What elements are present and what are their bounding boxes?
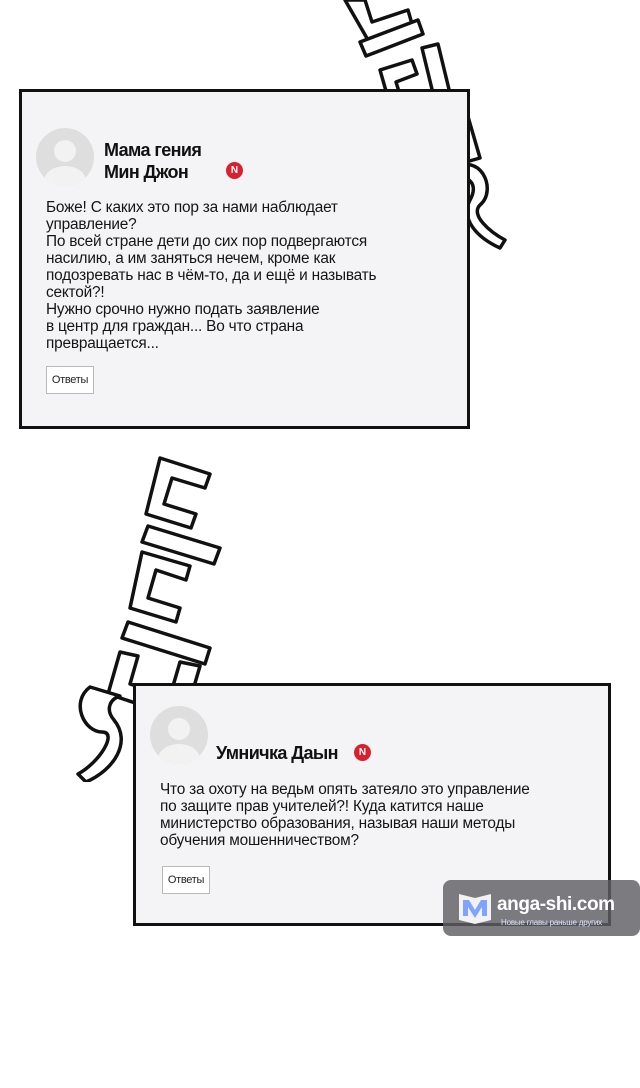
comment-text: Что за охоту на ведьм опять затеяло это управление по защите прав учителей?! Куда катится наше министерство образования, называя наши методы обучения мошенничеством?: [160, 781, 530, 849]
avatar: [150, 706, 208, 764]
comment-author: Умничка Даын: [216, 743, 338, 763]
book-m-logo-icon: [457, 890, 493, 924]
new-badge: N: [354, 744, 371, 761]
site-watermark[interactable]: [443, 880, 640, 936]
watermark-subtitle: Новые главы раньше других: [501, 918, 602, 927]
comment-card-1: [19, 89, 470, 429]
comment-text: Боже! С каких это пор за нами наблюдает управление? По всей стране дети до сих пор подвергаются насилию, а им заняться нечем, кроме как подозревать нас в чём-то, да и ещё и называть сектой?! Нужно срочно нужно подать заявление в центр для граждан... Во что страна превращается...: [46, 199, 377, 352]
new-badge: N: [226, 162, 243, 179]
avatar: [36, 128, 94, 186]
watermark-title: anga-shi.com: [497, 894, 615, 915]
replies-button[interactable]: Ответы: [162, 866, 210, 894]
replies-button[interactable]: Ответы: [46, 366, 94, 394]
comment-author: Мама гения Мин Джон: [104, 140, 202, 182]
